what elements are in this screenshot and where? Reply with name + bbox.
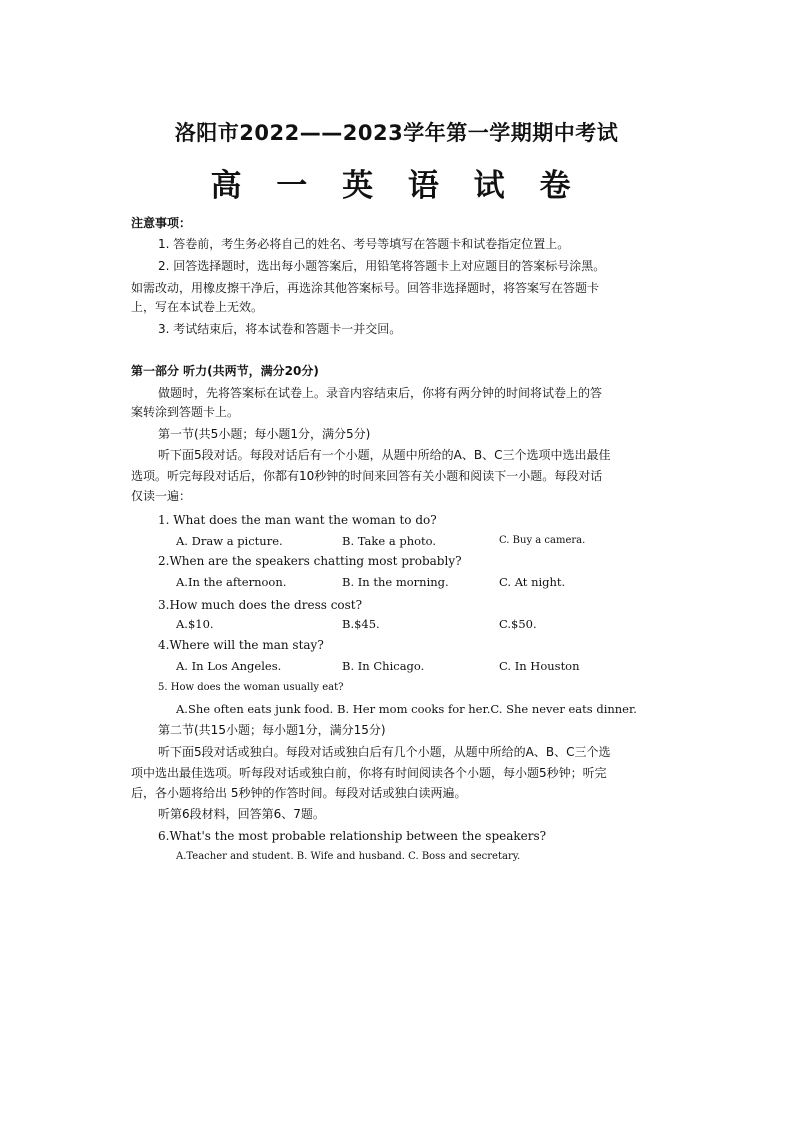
- q2-option-b: B. In the morning.: [342, 575, 449, 589]
- part1-heading: 第一部分 听力(共两节，满分20分): [131, 364, 319, 378]
- section2-directions-cont: 项中选出最佳选项。听每段对话或独白前，你将有时间阅读各个小题，每小题5秒钟；听完: [131, 766, 607, 780]
- q1-option-b: B. Take a photo.: [342, 534, 437, 548]
- notice-heading: 注意事项：: [131, 216, 192, 230]
- q3-option-b: B.$45.: [342, 617, 380, 631]
- q6-options: A.Teacher and student. B. Wife and husband. C. Boss and secretary.: [176, 851, 521, 862]
- q2-option-c: C. At night.: [499, 575, 566, 589]
- exam-subtitle: 高 一 英 语 试 卷: [210, 168, 583, 204]
- notice-item-3: 3. 考试结束后，将本试卷和答题卡一并交回。: [158, 322, 402, 336]
- q4-option-a: A. In Los Angeles.: [176, 659, 282, 673]
- notice-item-2-cont2: 上，写在本试卷上无效。: [131, 300, 264, 314]
- q5-options: A.She often eats junk food. B. Her mom cooks for her.C. She never eats dinner.: [176, 702, 637, 716]
- q3-option-c: C.$50.: [499, 617, 537, 631]
- notice-item-2: 2. 回答选择题时，选出每小题答案后，用铅笔将答题卡上对应题目的答案标号涂黑。: [158, 259, 606, 273]
- q4-option-b: B. In Chicago.: [342, 659, 425, 673]
- section1-heading: 第一节(共5小题；每小题1分，满分5分): [158, 427, 371, 441]
- material-6-instruction: 听第6段材料，回答第6、7题。: [158, 807, 325, 821]
- q1-option-a: A. Draw a picture.: [176, 534, 283, 548]
- question-2: 2.When are the speakers chatting most probably?: [158, 554, 462, 568]
- section1-directions-cont: 选项。听完每段对话后，你都有10秒钟的时间来回答有关小题和阅读下一小题。每段对话: [131, 469, 603, 483]
- section2-directions-cont2: 后，各小题将给出 5秒钟的作答时间。每段对话或独白读两遍。: [131, 786, 467, 800]
- q4-option-c: C. In Houston: [499, 659, 580, 673]
- question-4: 4.Where will the man stay?: [158, 638, 324, 652]
- section2-heading: 第二节(共15小题；每小题1分，满分15分): [158, 723, 386, 737]
- notice-item-2-cont: 如需改动，用橡皮擦干净后，再选涂其他答案标号。回答非选择题时，将答案写在答题卡: [131, 281, 600, 295]
- part1-intro: 做题时，先将答案标在试卷上。录音内容结束后，你将有两分钟的时间将试卷上的答: [158, 386, 603, 400]
- question-6: 6.What's the most probable relationship between the speakers?: [158, 829, 547, 843]
- section1-directions: 听下面5段对话。每段对话后有一个小题，从题中所给的A、B、C三个选项中选出最佳: [158, 448, 611, 462]
- question-3: 3.How much does the dress cost?: [158, 598, 363, 612]
- notice-item-1: 1. 答卷前，考生务必将自己的姓名、考号等填写在答题卡和试卷指定位置上。: [158, 237, 570, 251]
- part1-intro-cont: 案转涂到答题卡上。: [131, 405, 240, 419]
- q3-option-a: A.$10.: [176, 617, 214, 631]
- section1-directions-cont2: 仅读一遍：: [131, 489, 192, 503]
- q2-option-a: A.In the afternoon.: [176, 575, 287, 589]
- exam-title: 洛阳市2022——2023学年第一学期期中考试: [174, 121, 619, 145]
- q1-option-c: C. Buy a camera.: [499, 535, 586, 546]
- section2-directions: 听下面5段对话或独白。每段对话或独白后有几个小题，从题中所给的A、B、C三个选: [158, 745, 611, 759]
- question-5: 5. How does the woman usually eat?: [158, 682, 344, 693]
- question-1: 1. What does the man want the woman to do?: [158, 513, 437, 527]
